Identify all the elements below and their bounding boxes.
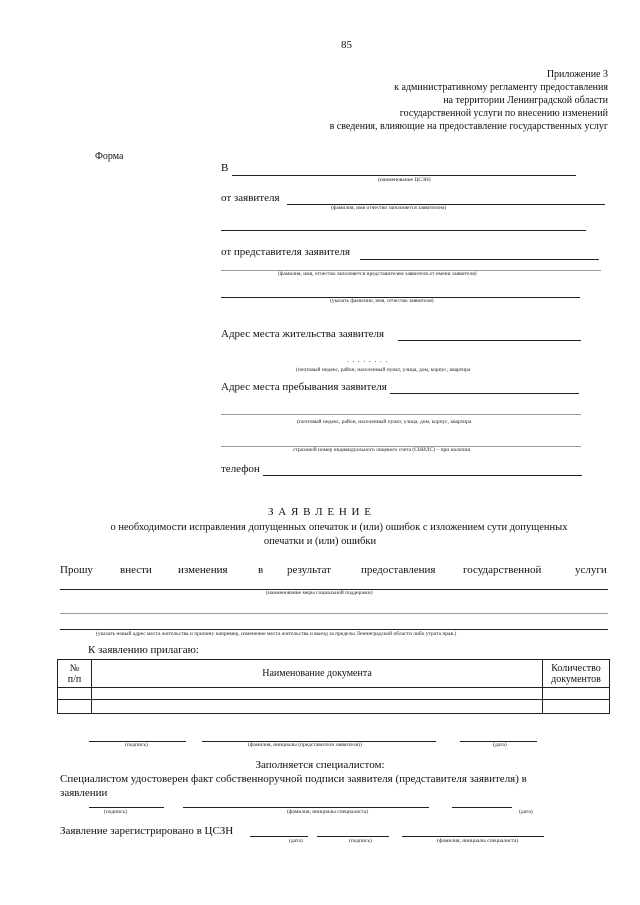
stay-line-2[interactable] xyxy=(221,414,581,415)
from-representative-label: от представителя заявителя xyxy=(221,246,351,258)
table-cell[interactable] xyxy=(58,700,92,714)
residence-dots: . . . . . . . . xyxy=(347,356,389,364)
col-num-line1: № xyxy=(69,662,80,674)
appendix-title: Приложение 3 xyxy=(546,69,608,80)
statement-subtitle-2: опечатки и (или) ошибки xyxy=(263,536,377,547)
table-cell[interactable] xyxy=(92,688,543,700)
name-caption: (фамилия, инициалы (представителя заявителя)) xyxy=(248,742,362,748)
col-count-line2: документов xyxy=(551,673,601,685)
representative-caption: (фамилия, имя, отчество заполняется представителем заявителя от имени заявителя) xyxy=(278,271,477,277)
request-word: изменения xyxy=(178,564,228,576)
documents-table xyxy=(57,659,610,714)
statement-subtitle-1: о необходимости исправления допущенных опечаток и (или) ошибок с изложением сути допущенных xyxy=(110,522,568,533)
reason-line-2[interactable] xyxy=(60,629,608,630)
from-applicant-label: от заявителя xyxy=(221,192,280,204)
registered-signature-caption: (подпись) xyxy=(349,838,372,844)
appendix-line: в сведения, влияющие на предоставление государственных услуг xyxy=(329,121,608,132)
stay-label: Адрес места пребывания заявителя xyxy=(221,381,387,393)
request-word: предоставления xyxy=(361,564,436,576)
appendix-line: на территории Ленинградской области xyxy=(443,95,608,106)
stay-line[interactable] xyxy=(390,393,579,394)
specialist-certify-2: заявлении xyxy=(60,787,108,799)
appendix-line: государственной услуги по внесению изменений xyxy=(399,108,608,119)
table-row xyxy=(58,700,610,714)
table-header-row xyxy=(58,660,610,688)
attach-label: К заявлению прилагаю: xyxy=(88,644,199,656)
registered-date-line[interactable] xyxy=(250,836,308,837)
stay-caption: (почтовый индекс, район, населенный пункт, улица, дом, корпус, квартира xyxy=(297,419,472,425)
appendix-header xyxy=(330,68,608,133)
appendix-line: к административному регламенту предоставления xyxy=(394,82,608,93)
reason-caption: (указать новый адрес места жительства и причину например, изменение места жительства и выезд за пределы Ленинградской области либо утрата прав.) xyxy=(96,631,457,637)
col-num-line2: п/п xyxy=(67,673,82,685)
specialist-date-line[interactable] xyxy=(452,807,512,808)
phone-line[interactable] xyxy=(263,475,582,476)
phone-label: телефон xyxy=(221,463,260,475)
col-name-header: Наименование документа xyxy=(92,660,543,688)
statement-title: З А Я В Л Е Н И Е xyxy=(268,506,372,518)
representative-name-line[interactable] xyxy=(360,259,599,260)
residence-line[interactable] xyxy=(398,340,581,341)
table-cell[interactable] xyxy=(543,688,610,700)
table-cell[interactable] xyxy=(92,700,543,714)
measure-caption: (наименование меры социальной поддержки) xyxy=(266,590,373,596)
request-word: услуги xyxy=(575,564,607,576)
registered-date-caption: (дата) xyxy=(289,838,303,844)
applicant-caption: (фамилия, имя отчество заполняется заявителем) xyxy=(331,205,447,211)
to-caption: (наименование ЦСЗН) xyxy=(378,177,431,183)
col-count-header xyxy=(543,660,610,688)
table-cell[interactable] xyxy=(543,700,610,714)
specialist-date-caption: (дата) xyxy=(519,809,533,815)
col-count-line1: Количество xyxy=(551,662,601,674)
registered-signature-line[interactable] xyxy=(317,836,389,837)
specialist-name-line[interactable] xyxy=(183,807,429,808)
request-word: внести xyxy=(120,564,152,576)
specialist-signature-line[interactable] xyxy=(89,807,164,808)
specialist-name-caption: (фамилия, инициалы специалиста) xyxy=(287,809,369,815)
specialist-heading: Заполняется специалистом: xyxy=(255,759,385,771)
applicant-name-line-2[interactable] xyxy=(221,230,586,231)
residence-label: Адрес места жительства заявителя xyxy=(221,328,385,340)
request-word: государственной xyxy=(463,564,542,576)
request-word: результат xyxy=(287,564,332,576)
reason-line-1[interactable] xyxy=(60,613,608,614)
table-cell[interactable] xyxy=(58,688,92,700)
form-label: Форма xyxy=(95,151,124,162)
representative-caption-2: (указать фамилию, имя, отчество заявителя) xyxy=(330,298,434,304)
col-num-header xyxy=(58,660,92,688)
request-word: Прошу xyxy=(60,564,93,576)
specialist-certify-1: Специалистом удостоверен факт собственноручной подписи заявителя (представителя заявителя) в xyxy=(60,773,527,785)
to-prefix: В xyxy=(221,162,229,174)
to-field-line[interactable] xyxy=(232,175,576,176)
specialist-signature-caption: (подпись) xyxy=(104,809,127,815)
registered-name-line[interactable] xyxy=(402,836,544,837)
page-number: 85 xyxy=(341,39,352,51)
signature-caption: (подпись) xyxy=(125,742,148,748)
snils-caption: страховой номер индивидуального лицевого счета (СНИЛС) – при наличии xyxy=(293,447,471,453)
registered-label: Заявление зарегистрировано в ЦСЗН xyxy=(60,825,234,837)
table-row xyxy=(58,688,610,700)
date-caption: (дата) xyxy=(493,742,507,748)
registered-name-caption: (фамилия, инициалы специалиста) xyxy=(437,838,519,844)
request-word: в xyxy=(258,564,264,576)
residence-caption: (почтовый индекс, район, населенный пункт, улица, дом, корпус, квартира xyxy=(296,367,471,373)
